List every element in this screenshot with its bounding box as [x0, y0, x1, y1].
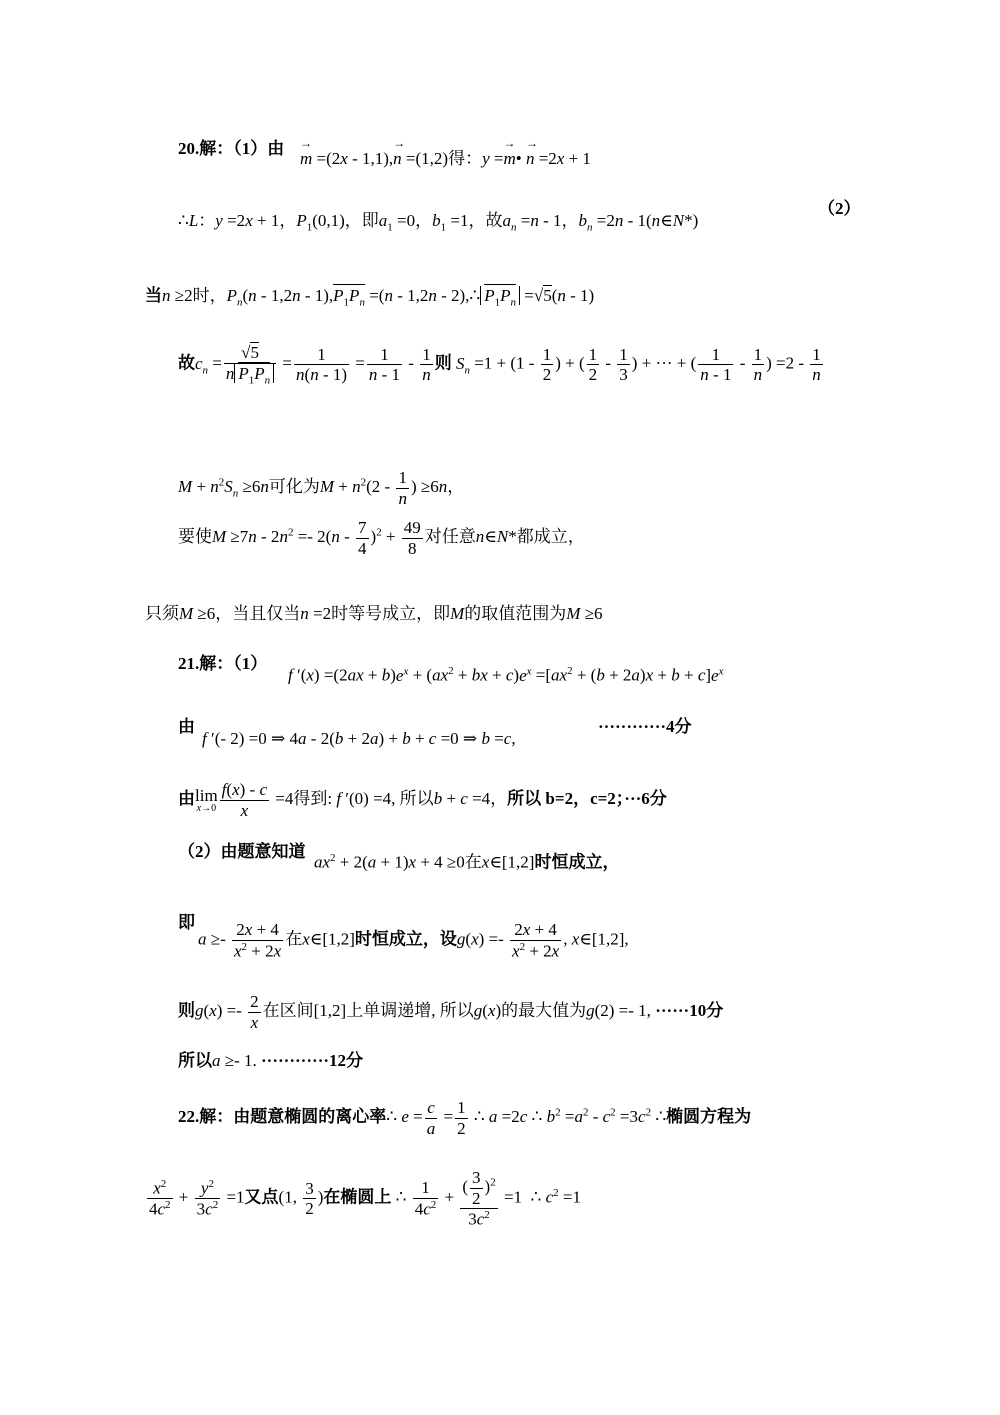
p22-line1-tail: 椭圆方程为 [666, 1106, 752, 1126]
p21-line1: f $'(x) =(2ax + b)e^x + (ax^2$ + bx + $c)e^x =[ax^2 + (b + 2a)x + b + c]e^x$ [288, 665, 724, 685]
p21-line5-mid: 时恒成立，设 [354, 929, 457, 949]
p21-line6: 则g(x) =- $\frac{2}{x}$ 在区间[1,2]上单调递增, 所以g(x)的最大值为g(2) =- 1, ······10分 [178, 992, 724, 1032]
p22-on-ellipse: 在椭圆上 [323, 1187, 392, 1207]
p21-head: 21.解：（1） [178, 654, 268, 673]
p21-score-6: ···6分 [624, 788, 667, 808]
p20-line7: 只须M ≥6，当且仅当n =2时等号成立，即M的取值范围为M ≥6 [145, 604, 603, 623]
p21-line4: $ax^2 + 2(a + 1)x + 4 \ge 0$在x∈[1,2]时恒成立， [314, 852, 620, 872]
p21-line6-pre: 则 [178, 1000, 195, 1020]
p20-line4-then: 则 [434, 353, 452, 373]
p21-score-10: ······10分 [655, 1000, 724, 1020]
p21-line7-pre: 所以 [178, 1051, 212, 1070]
p20-line2: ∴L：y =2x + 1，$P_1(0,1)$，即$a_1 =0$，$b_1 =1$，故$a_n =n - 1$，$b_n =2n$ - 1(n∈N*) [178, 211, 699, 234]
p21-line3-pre: 由 [178, 788, 195, 808]
p20-line3-pre: 当 [145, 286, 162, 305]
p21-line4-tail: 时恒成立， [534, 852, 620, 872]
p20-line4-pre: 故 [178, 353, 195, 373]
p20-part2-tag: （2） [818, 199, 861, 218]
p20-line1: → m =(2x - 1,1),→ n =(1,2)得：y =→ m• → n =2x + 1 [300, 150, 591, 167]
p22-head: 22.解：由题意椭圆的离心率 [178, 1106, 387, 1126]
p22-point-label: 又点 [244, 1187, 279, 1207]
p21-score-12: ············12分 [261, 1051, 364, 1070]
p22-line1: 22.解：由题意椭圆的离心率∴ e = $\frac{c}{a}$ = $\frac{1}{2}$ ∴ a =2c ∴ $b^2 =a^2 - c^2 =3c^2$ ∴椭圆方程为 [178, 1098, 752, 1138]
p21-line3-tail: 所以 b=2，c=2； [507, 788, 625, 808]
p20-head: 20.解：（1）由 [178, 139, 285, 158]
p21-score-4: ············4分 [598, 717, 692, 736]
p20-line5: $M + n^2S_n \ge 6n$可化为$M + n^2(2$ - $\frac{1}{n}$ ) ≥6n， [178, 468, 465, 508]
p21-line5: a ≥- $\frac{2x + 4}{x^2 + 2x}$ 在x∈[1,2]时恒成立，设g(x) =- $\frac{2x + 4}{x^2 + 2x}$ , x∈[1,2], [198, 920, 629, 961]
p22-line2: $\frac{x^2}{4c^2}$ + $\frac{y^2}{3c^2}$ =1又点(1, $\frac{3}{2}$ )在椭圆上 ∴ $\frac{1}{4c^2}$ + ( $\frac{3}{2}$ )$^2$ $3c^2$ =1 ∴ $c^2 =1$ [149, 1168, 581, 1229]
p20-line6: 要使$M \ge 7n - 2n^2 =- 2(n$ - $\frac{7}{4}$ )$^2$ + $\frac{49}{8}$ 对任意n∈N*都成立， [178, 518, 585, 558]
p20-line3: 当n ≥2时，$P_n(n - 1,2n - 1),P_1P_n =(n - 1,2n$ - 2),∴ $P_1P_n =√5(n - 1)$ [145, 286, 595, 309]
p21-line2-pre: 由 [178, 717, 195, 736]
p21-line5-pre: 即 [178, 913, 195, 932]
p21-line2: f ′(- 2) =0 ⇒ 4a - 2(b + 2a) + b + c =0 ⇒ b =c, [202, 729, 516, 748]
p21-line4-pre: （2）由题意知道 [178, 842, 306, 861]
p20-line4: 故$c_n$ = $\frac{√5}{n P_1P_n}$ = $\frac{1}{n(n - 1)}$ = $\frac{1}{n - 1}$ - $\frac{1}{n}$ 则 $S_n =1 + (1$ - $\frac{1}{2}$ ) + ( $\frac{1}{2}$ - $\frac{1}{3}$ ) + ··· + ( $\frac{1}{n - 1}$ - $\frac{1}{n}$ ) =2 - $\frac{1}{n}$ [178, 343, 821, 386]
p21-line3: 由 lim x→0 $\frac{f(x) - c}{x}$ =4得到: f ′(0) =4, 所以b + c =4，所以 b=2，c=2；···6分 [178, 780, 667, 820]
p21-line7: 所以a ≥- 1. ············12分 [178, 1051, 364, 1070]
